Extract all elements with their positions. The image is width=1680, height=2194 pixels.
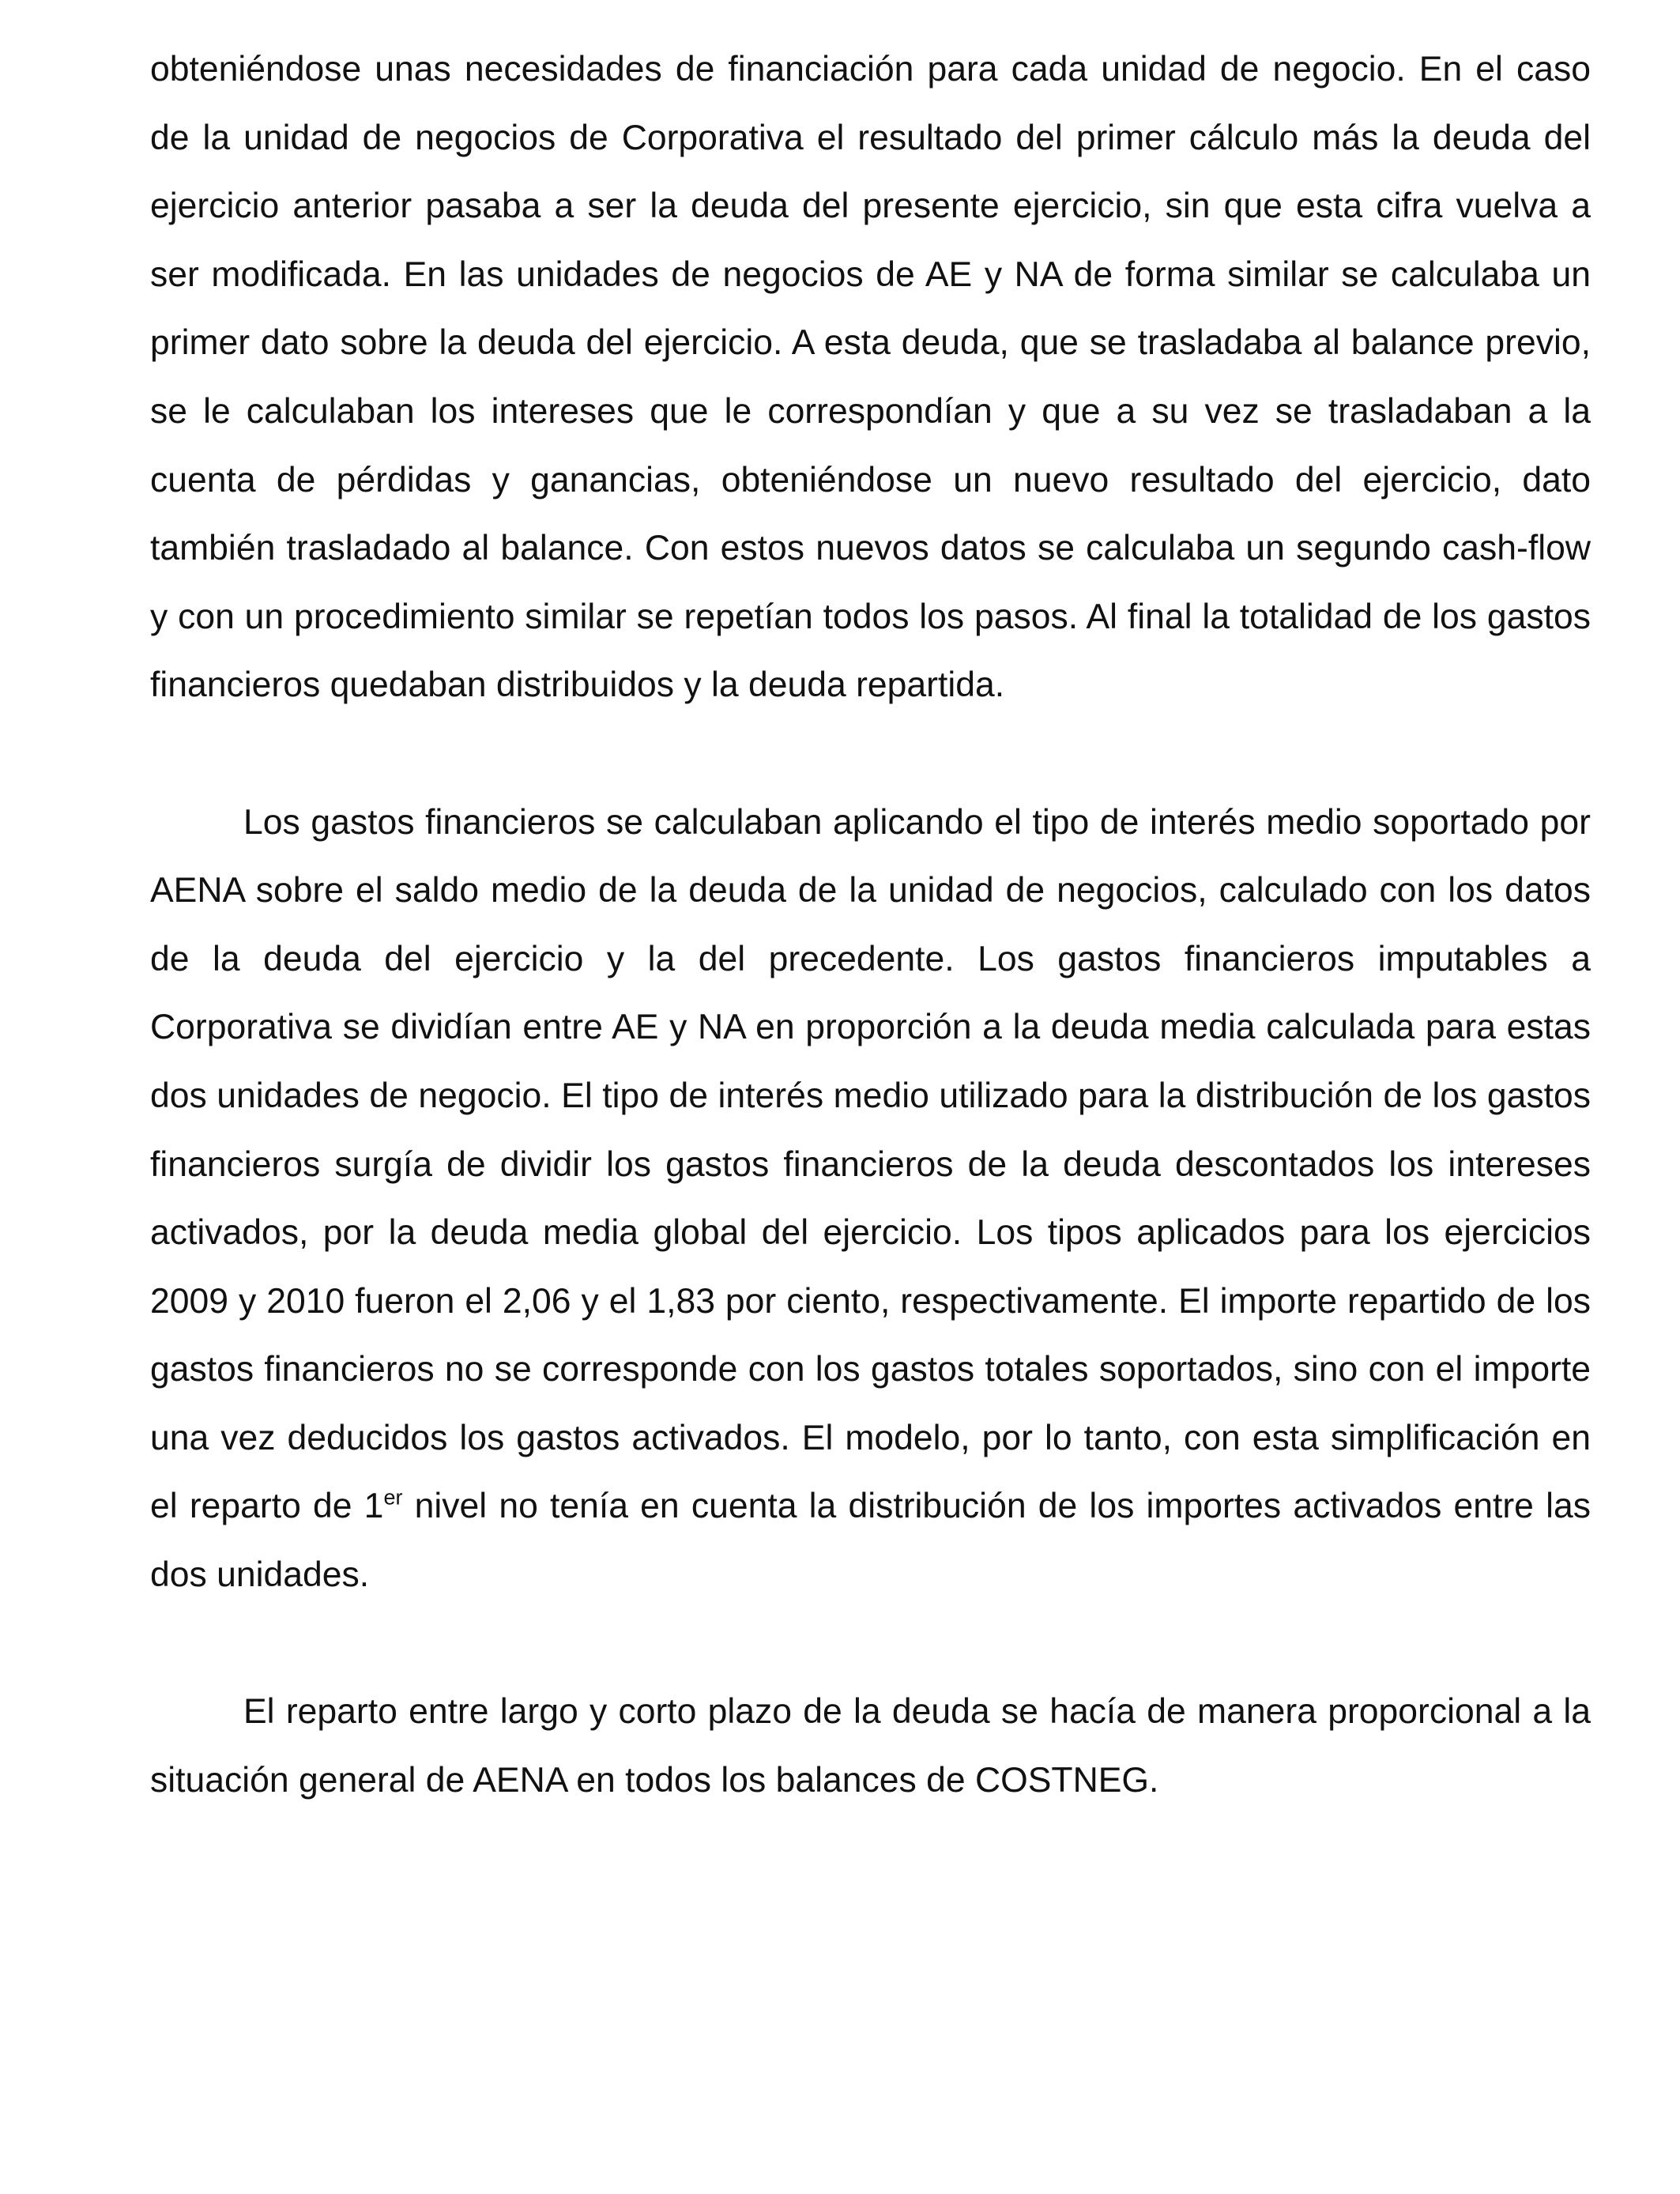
paragraph-spacer: [150, 720, 1591, 789]
paragraph-3: El reparto entre largo y corto plazo de la deuda se hacía de manera proporcional a la situación general de AENA en todos los balances de COSTNEG.: [150, 1692, 1591, 1800]
paragraph-spacer: [150, 1610, 1591, 1679]
ordinal-superscript: er: [383, 1485, 403, 1510]
paragraph-2: [150, 789, 1591, 1610]
paragraph-1: obteniéndose unas necesidades de financiación para cada unidad de negocio. En el caso de la unidad de negocios de Corporativa el resultado del primer cálculo más la deuda del ejercicio anterior pasaba a ser la deuda del presente ejercicio, sin que esta cifra vuelva a ser modificada. En las unidades de negocios de AE y NA de forma similar se calculaba un primer dato sobre la deuda del ejercicio. A esta deuda, que se trasladaba al balance previo, se le calculaban los intereses que le correspondían y que a su vez se trasladaban a la cuenta de pérdidas y ganancias, obteniéndose un nuevo resultado del ejercicio, dato también trasladado al balance. Con estos nuevos datos se calculaba un segundo cash-flow y con un procedimiento similar se repetían todos los pasos. Al final la totalidad de los gastos financieros quedaban distribuidos y la deuda repartida.: [150, 50, 1591, 705]
paragraph-2-text-start: Los gastos financieros se calculaban aplicando el tipo de interés medio soportado por AENA sobre el saldo medio de la deuda de la unidad de negocios, calculado con los datos de la deuda del ejercicio y la del precedente. Los gastos financieros imputables a Corporativa se dividían entre AE y NA en proporción a la deuda media calculada para estas dos unidades de negocio. El tipo de interés medio utilizado para la distribución de los gastos financieros surgía de dividir los gastos financieros de la deuda descontados los intereses activados, por la deuda media global del ejercicio. Los tipos aplicados para los ejercicios 2009 y 2010 fueron el 2,06 y el 1,83 por ciento, respectivamente. El importe repartido de los gastos financieros no se corresponde con los gastos totales soportados, sino con el importe una vez deducidos los gastos activados. El modelo, por lo tanto, con esta simplificación en el reparto de 1: [150, 802, 1591, 1526]
paragraph-2-text-end: nivel no tenía en cuenta la distribución de los importes activados entre las dos unidades.: [150, 1487, 1591, 1595]
body-text: [150, 36, 1591, 1815]
